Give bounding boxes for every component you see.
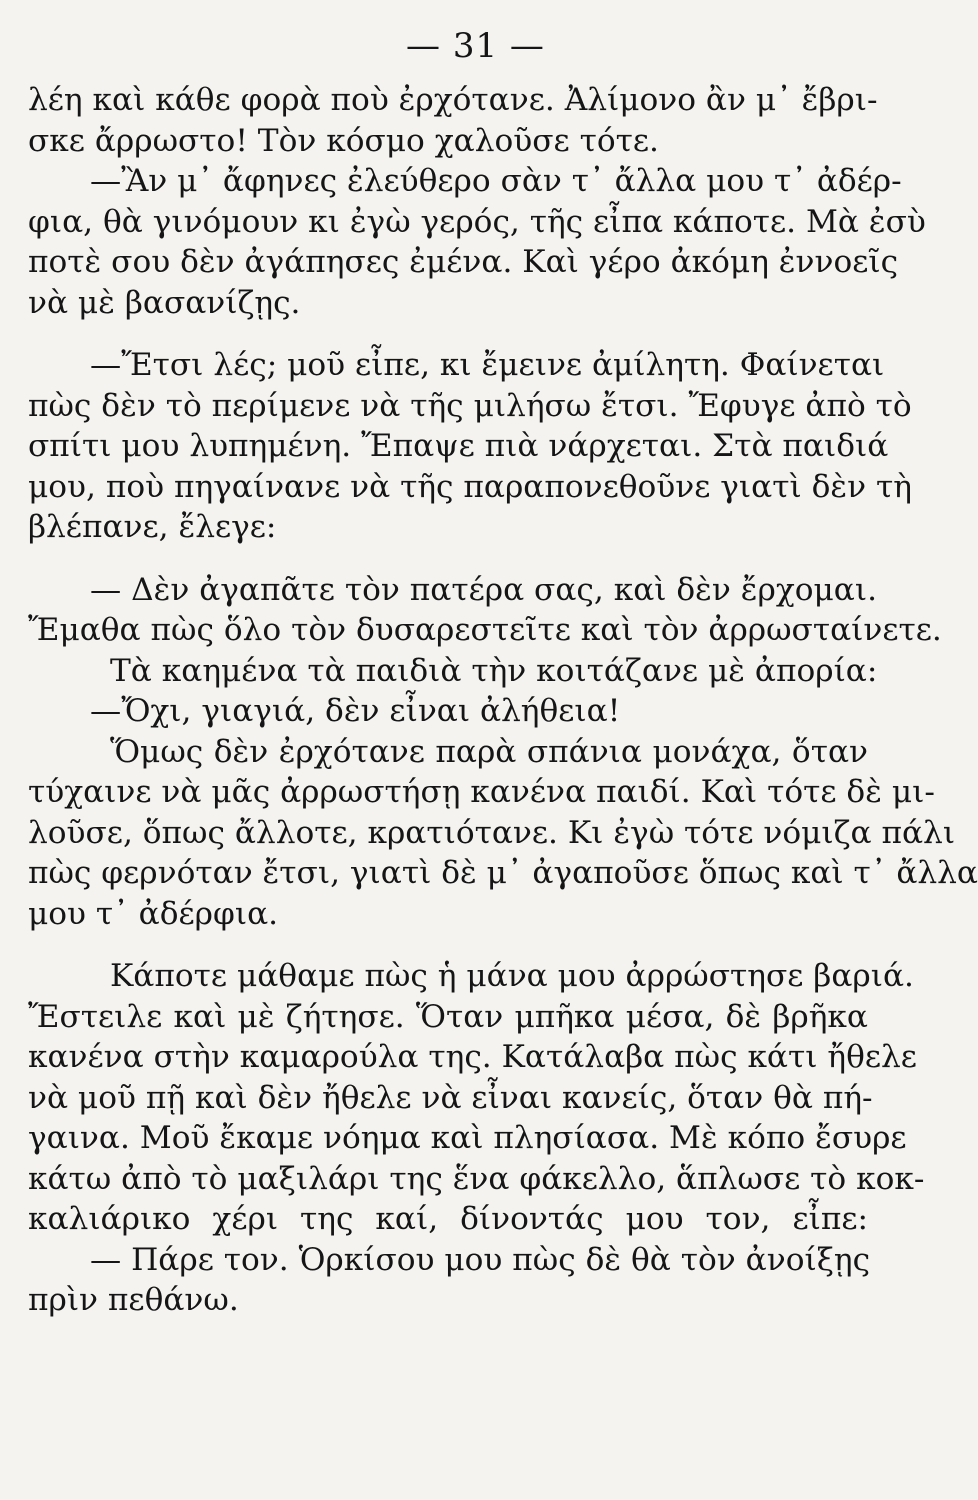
text-line: βλέπανε, ἔλεγε: <box>28 509 277 545</box>
text-line: γαινα. Μοῦ ἔκαμε νόημα καὶ πλησίασα. Μὲ κόπο ἔσυρε <box>28 1120 907 1156</box>
text-line: πὼς δὲν τὸ περίμενε νὰ τῆς μιλήσω ἔτσι. Ἔφυγε ἀπὸ τὸ <box>28 387 912 424</box>
text-line: νὰ μοῦ πῇ καὶ δὲν ἤθελε νὰ εἶναι κανείς, ὅταν θὰ πή- <box>28 1079 873 1116</box>
page-number: — 31 — <box>406 26 545 66</box>
text-line: Ὅμως δὲν ἐρχότανε παρὰ σπάνια μονάχα, ὅταν <box>110 733 868 770</box>
text-line: μου, ποὺ πηγαίνανε νὰ τῆς παραπονεθοῦνε γιατὶ δὲν τὴ <box>28 468 912 505</box>
text-line: πὼς φερνόταν ἔτσι, γιατὶ δὲ μ᾿ ἀγαποῦσε ὅπως καὶ τ᾿ ἄλλα <box>28 855 978 891</box>
text-line: φια, θὰ γινόμουν κι ἐγὼ γερός, τῆς εἶπα κάποτε. Μὰ ἐσὺ <box>28 203 926 240</box>
text-line: —Ὄχι, γιαγιά, δὲν εἶναι ἀλήθεια! <box>90 693 621 729</box>
text-line: —Ἔτσι λές; μοῦ εἶπε, κι ἔμεινε ἀμίλητη. Φαίνεται <box>90 347 885 383</box>
text-line: πρὶν πεθάνω. <box>28 1282 239 1318</box>
text-line: κάτω ἀπὸ τὸ μαξιλάρι της ἕνα φάκελλο, ἅπλωσε τὸ κοκ- <box>28 1160 925 1197</box>
text-line: Τὰ καημένα τὰ παιδιὰ τὴν κοιτάζανε μὲ ἀπορία: <box>110 652 878 689</box>
text-line: Ἔστειλε καὶ μὲ ζήτησε. Ὅταν μπῆκα μέσα, δὲ βρῆκα <box>28 998 868 1035</box>
text-line: σπίτι μου λυπημένη. Ἔπαψε πιὰ νάρχεται. Στὰ παιδιά <box>28 428 889 464</box>
text-line: —Ἂν μ᾿ ἄφηνες ἐλεύθερο σὰν τ᾿ ἄλλα μου τ᾿ ἀδέρ- <box>90 163 902 199</box>
text-line: μου τ᾿ ἀδέρφια. <box>28 895 279 932</box>
text-line: λοῦσε, ὅπως ἄλλοτε, κρατιότανε. Κι ἐγὼ τότε νόμιζα πάλι <box>28 814 956 851</box>
text-line: Κάποτε μάθαμε πὼς ἡ μάνα μου ἀρρώστησε βαριά. <box>110 958 914 994</box>
text-line: ποτὲ σου δὲν ἀγάπησες ἐμένα. Καὶ γέρο ἀκόμη ἐννοεῖς <box>28 244 899 280</box>
text-line: κανένα στὴν καμαρούλα της. Κατάλαβα πὼς κάτι ἤθελε <box>28 1039 917 1075</box>
body-text <box>28 80 978 1321</box>
text-line: καλιάρικο χέρι της καί, δίνοντάς μου τον, εἶπε: <box>28 1201 868 1237</box>
text-line: — Πάρε τον. Ὁρκίσου μου πὼς δὲ θὰ τὸν ἀνοίξῃς <box>90 1241 871 1278</box>
text-line: λέη καὶ κάθε φορὰ ποὺ ἐρχότανε. Ἀλίμονο ἂν μ᾿ ἔβρι- <box>28 82 878 118</box>
text-line: — Δὲν ἀγαπᾶτε τὸν πατέρα σας, καὶ δὲν ἔρχομαι. <box>90 571 877 608</box>
text-line: Ἔμαθα πὼς ὅλο τὸν δυσαρεστεῖτε καὶ τὸν ἀρρωσταίνετε. <box>28 612 942 648</box>
text-line: τύχαινε νὰ μᾶς ἀρρωστήσῃ κανένα παιδί. Καὶ τότε δὲ μι- <box>28 774 935 810</box>
text-line: σκε ἄρρωστο! Τὸν κόσμο χαλοῦσε τότε. <box>28 122 659 159</box>
text-line: νὰ μὲ βασανίζῃς. <box>28 284 301 321</box>
